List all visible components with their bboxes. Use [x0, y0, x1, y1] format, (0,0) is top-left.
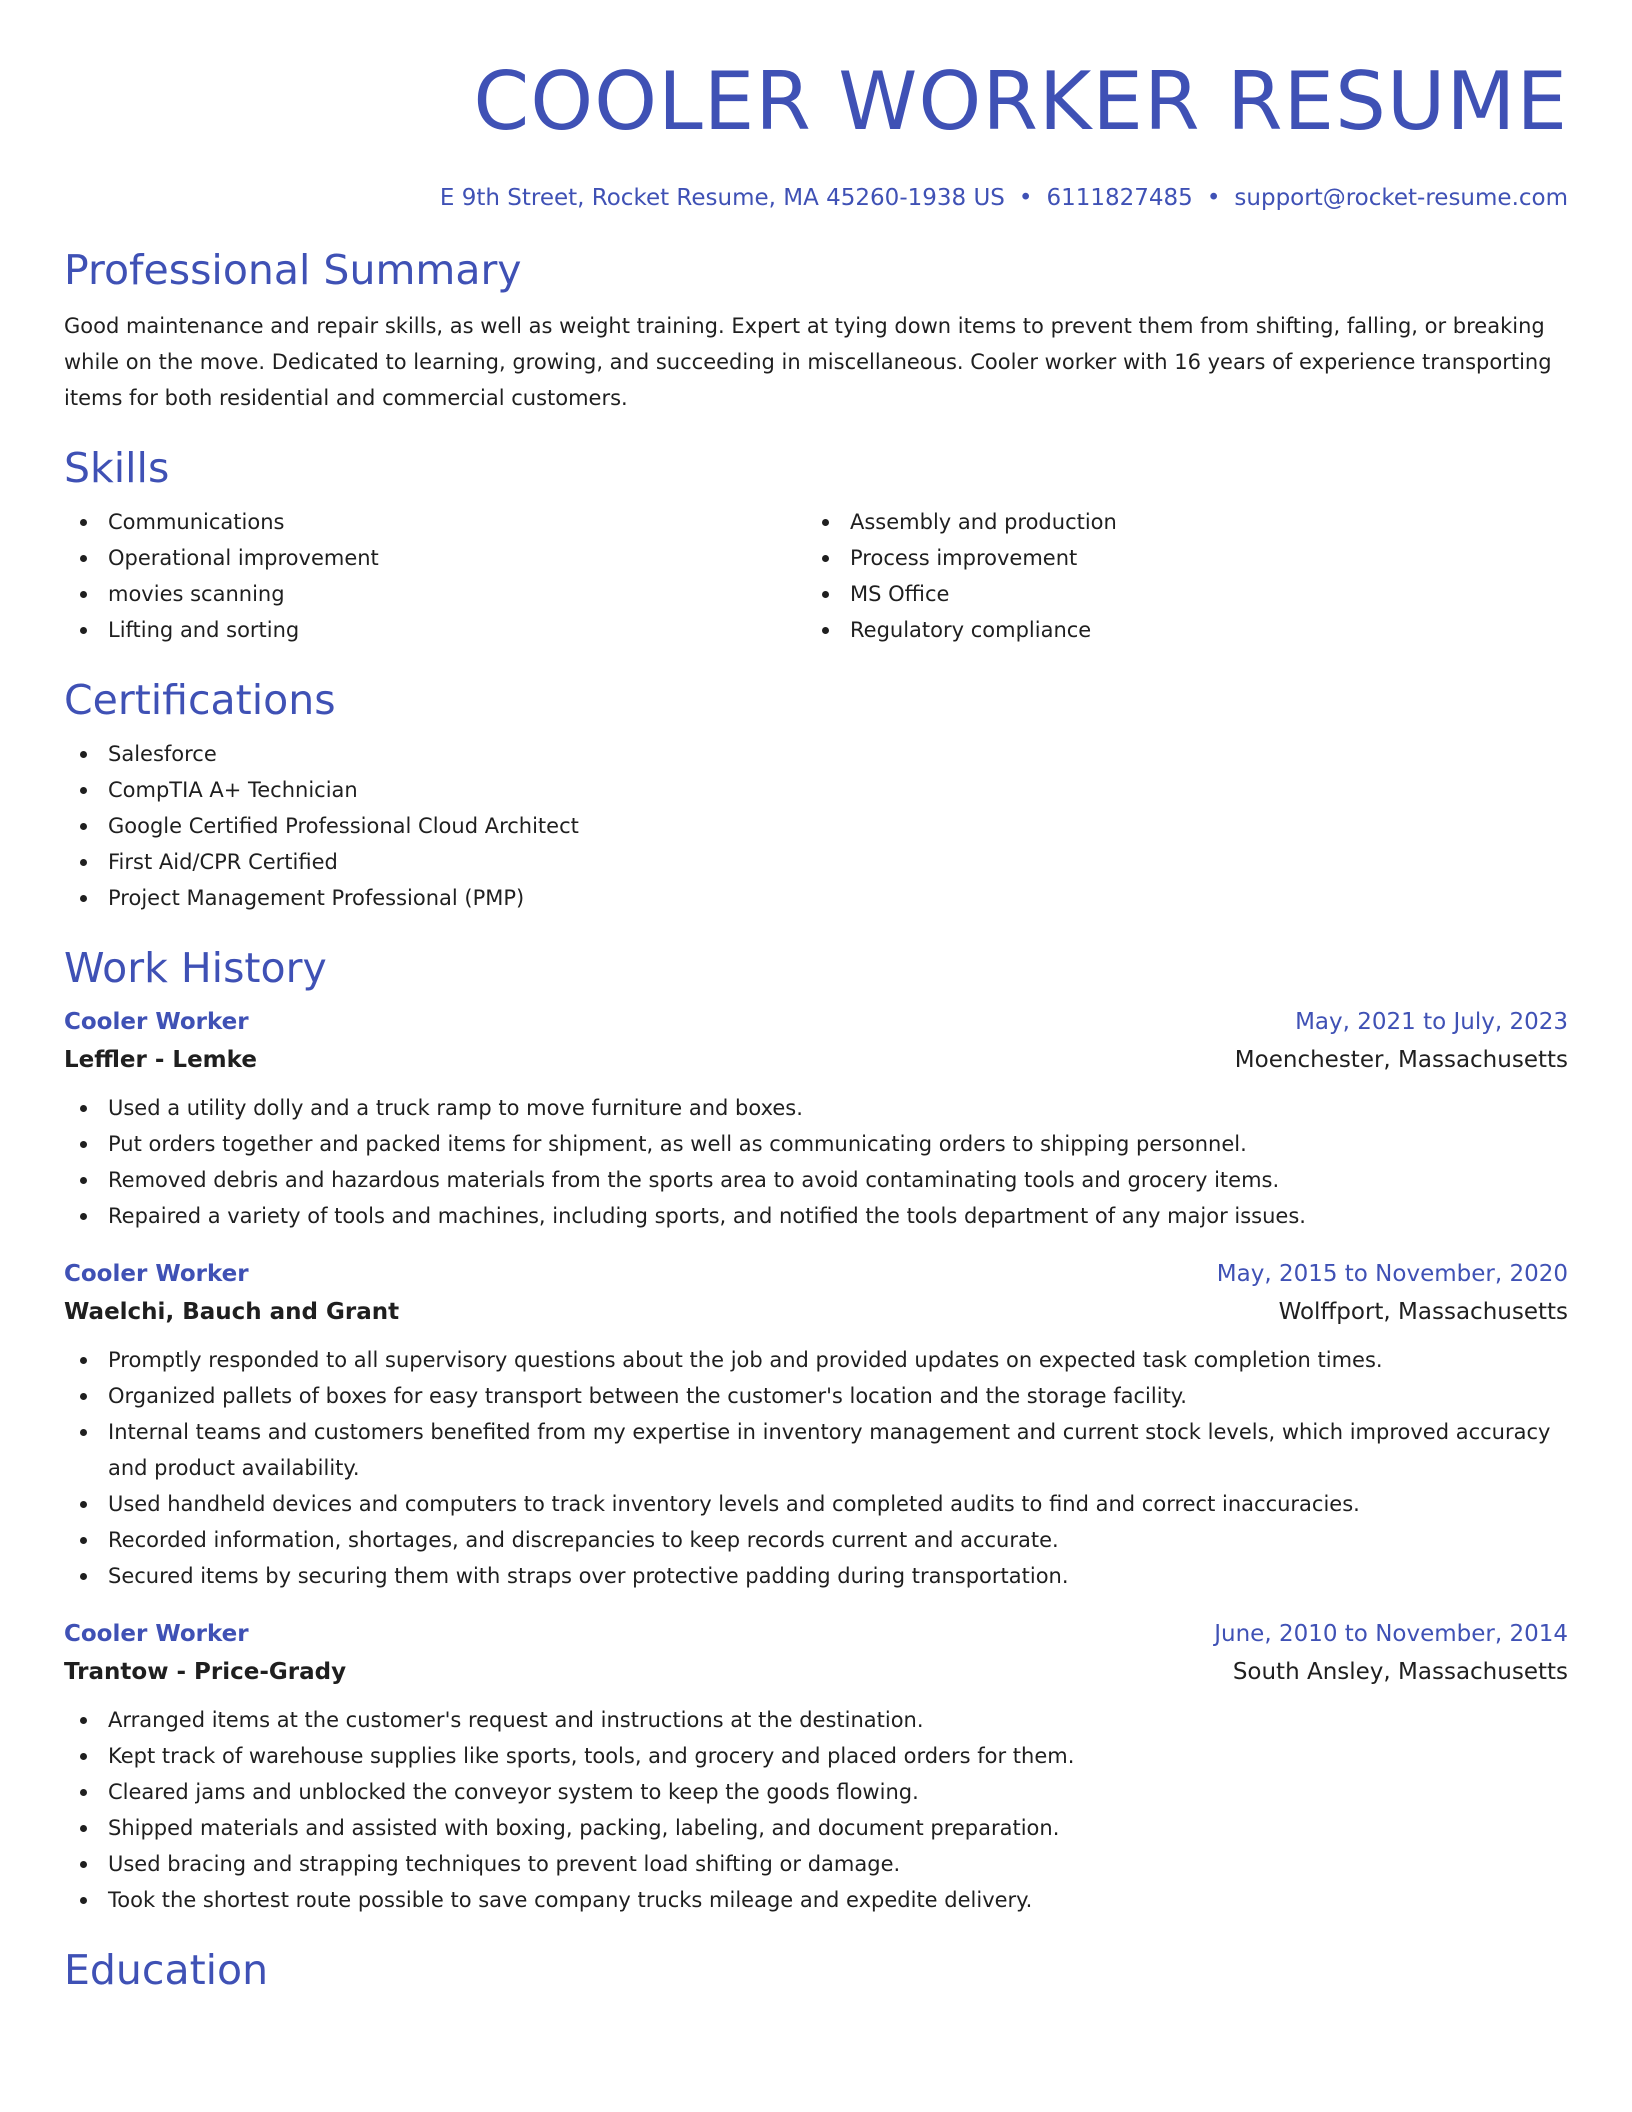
job-bullets [64, 1342, 1568, 1594]
job-bullets [64, 1702, 1568, 1918]
job-bullet: Promptly responded to all supervisory questions about the job and provided updates on expected task completion times. [64, 1342, 1568, 1378]
job-entry [64, 1256, 1568, 1594]
job-bullet: Internal teams and customers benefited from my expertise in inventory management and current stock levels, which improved accuracy and product availability. [64, 1414, 1568, 1486]
job-bullet: Used handheld devices and computers to track inventory levels and completed audits to find and correct inaccuracies. [64, 1486, 1568, 1522]
skill-item: Lifting and sorting [64, 612, 806, 648]
skills-section [64, 442, 1568, 648]
job-location: Moenchester, Massachusetts [1234, 1047, 1568, 1073]
skill-item: Process improvement [806, 540, 1548, 576]
certification-item: Google Certified Professional Cloud Architect [64, 808, 1568, 844]
job-bullet: Arranged items at the customer's request and instructions at the destination. [64, 1702, 1568, 1738]
job-bullet: Shipped materials and assisted with boxing, packing, labeling, and document preparation. [64, 1810, 1568, 1846]
job-bullet: Recorded information, shortages, and discrepancies to keep records current and accurate. [64, 1522, 1568, 1558]
skill-item: movies scanning [64, 576, 806, 612]
certifications-title: Certifications [64, 676, 336, 724]
job-company-row [64, 1292, 1568, 1332]
job-header-row [64, 1004, 1568, 1040]
job-location: South Ansley, Massachusetts [1232, 1659, 1568, 1685]
certification-item: Project Management Professional (PMP) [64, 880, 1568, 916]
job-bullet: Removed debris and hazardous materials from the sports area to avoid contaminating tools and grocery items. [64, 1162, 1568, 1198]
job-dates: May, 2015 to November, 2020 [1216, 1261, 1568, 1287]
resume-page [64, 0, 1568, 1996]
job-dates: June, 2010 to November, 2014 [1214, 1621, 1568, 1647]
skill-item: Communications [64, 504, 806, 540]
skills-list-right [806, 504, 1548, 648]
job-header-row [64, 1616, 1568, 1652]
contact-phone: 6111827485 [1046, 185, 1193, 211]
job-entry [64, 1004, 1568, 1234]
job-company: Waelchi, Bauch and Grant [64, 1299, 400, 1325]
job-entry [64, 1616, 1568, 1918]
resume-title: COOLER WORKER RESUME [473, 55, 1568, 148]
skill-item: Assembly and production [806, 504, 1548, 540]
work-history-section [64, 942, 1568, 1918]
skills-list-left [64, 504, 806, 648]
skill-item: Regulatory compliance [806, 612, 1548, 648]
summary-title: Professional Summary [64, 246, 522, 294]
certification-item: CompTIA A+ Technician [64, 772, 1568, 808]
summary-section [64, 244, 1568, 416]
contact-line [64, 180, 1568, 216]
contact-address: E 9th Street, Rocket Resume, MA 45260-1938 US [439, 185, 1005, 211]
job-bullet: Used bracing and strapping techniques to prevent load shifting or damage. [64, 1846, 1568, 1882]
contact-separator: • [1018, 185, 1033, 211]
certification-item: Salesforce [64, 736, 1568, 772]
skill-item: Operational improvement [64, 540, 806, 576]
job-header-row [64, 1256, 1568, 1292]
contact-separator: • [1206, 185, 1221, 211]
job-company: Trantow - Price-Grady [64, 1659, 347, 1685]
education-title: Education [64, 1946, 269, 1994]
job-bullet: Kept track of warehouse supplies like sports, tools, and grocery and placed orders for them. [64, 1738, 1568, 1774]
job-company: Leffler - Lemke [64, 1047, 257, 1073]
job-location: Wolffport, Massachusetts [1278, 1299, 1568, 1325]
certifications-section [64, 674, 1568, 916]
job-dates: May, 2021 to July, 2023 [1295, 1009, 1568, 1035]
job-bullet: Used a utility dolly and a truck ramp to move furniture and boxes. [64, 1090, 1568, 1126]
job-title: Cooler Worker [64, 1621, 249, 1647]
job-title: Cooler Worker [64, 1009, 249, 1035]
job-bullet: Took the shortest route possible to save company trucks mileage and expedite delivery. [64, 1882, 1568, 1918]
skills-title: Skills [64, 444, 170, 492]
skills-grid [64, 504, 1568, 648]
job-company-row [64, 1652, 1568, 1692]
job-bullet: Repaired a variety of tools and machines, including sports, and notified the tools department of any major issues. [64, 1198, 1568, 1234]
job-bullet: Cleared jams and unblocked the conveyor system to keep the goods flowing. [64, 1774, 1568, 1810]
education-section [64, 1944, 1568, 1996]
contact-email[interactable]: support@rocket-resume.com [1234, 185, 1568, 211]
work-history-title: Work History [64, 944, 327, 992]
certification-item: First Aid/CPR Certified [64, 844, 1568, 880]
skill-item: MS Office [806, 576, 1548, 612]
job-company-row [64, 1040, 1568, 1080]
job-bullet: Put orders together and packed items for shipment, as well as communicating orders to shipping personnel. [64, 1126, 1568, 1162]
job-title: Cooler Worker [64, 1261, 249, 1287]
job-bullets [64, 1090, 1568, 1234]
certifications-list [64, 736, 1568, 916]
job-bullet: Secured items by securing them with straps over protective padding during transportation. [64, 1558, 1568, 1594]
job-bullet: Organized pallets of boxes for easy transport between the customer's location and the storage facility. [64, 1378, 1568, 1414]
summary-text: Good maintenance and repair skills, as well as weight training. Expert at tying down items to prevent them from shifting, falling, or breaking while on the move. Dedicated to learning, growing, and succeeding in miscellaneous. Cooler worker with 16 years of experience transporting items for both residential and commercial customers. [64, 314, 1552, 410]
